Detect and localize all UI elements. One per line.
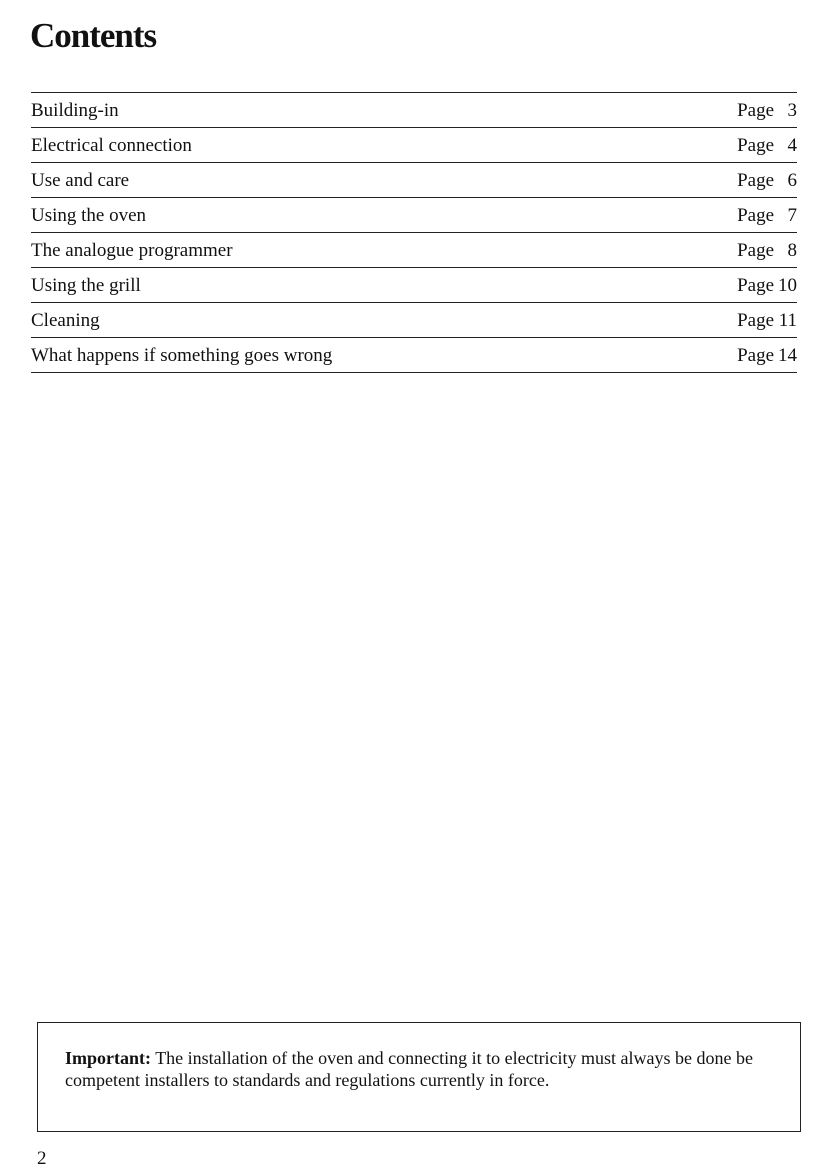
- toc-entry-troubleshooting: [31, 338, 797, 373]
- important-notice-text: The installation of the oven and connecting it to electricity must always be done be competent installers to standards and regulations currently in force.: [65, 1048, 754, 1090]
- toc-page-word: Page: [737, 345, 774, 366]
- table-of-contents: [31, 92, 797, 373]
- important-notice: [65, 1047, 775, 1091]
- toc-page-number: 6: [787, 170, 797, 191]
- toc-page-number: 4: [787, 135, 797, 156]
- toc-page-word: Page: [737, 100, 774, 121]
- toc-entry-building-in: [31, 93, 797, 128]
- toc-page-word: Page: [737, 170, 774, 191]
- page-number: 2: [37, 1148, 47, 1169]
- toc-entry-page: [737, 304, 797, 337]
- toc-page-number: 14: [778, 345, 797, 366]
- toc-entry-label: Using the oven: [31, 205, 147, 226]
- toc-entry-analogue-programmer: [31, 233, 797, 268]
- toc-page-number: 7: [787, 205, 797, 226]
- toc-page-word: Page: [737, 310, 774, 331]
- toc-entry-using-the-oven: [31, 198, 797, 233]
- toc-entry-page: [737, 164, 797, 197]
- toc-page-word: Page: [737, 135, 774, 156]
- toc-page-word: Page: [737, 275, 774, 296]
- toc-entry-page: [737, 269, 797, 302]
- toc-entry-label: The analogue programmer: [31, 240, 233, 261]
- important-label: Important:: [65, 1048, 151, 1068]
- toc-page-number: 11: [778, 310, 797, 331]
- toc-entry-label: What happens if something goes wrong: [31, 345, 333, 366]
- toc-entry-use-and-care: [31, 163, 797, 198]
- important-notice-box: [37, 1022, 801, 1132]
- toc-entry-label: Using the grill: [31, 275, 141, 296]
- toc-entry-page: [737, 129, 797, 162]
- toc-entry-page: [737, 94, 797, 127]
- page-title: Contents: [30, 16, 157, 55]
- toc-entry-electrical-connection: [31, 128, 797, 163]
- toc-page-word: Page: [737, 240, 774, 261]
- toc-page-number: 8: [787, 240, 797, 261]
- toc-entry-page: [737, 199, 797, 232]
- toc-entry-label: Cleaning: [31, 310, 100, 331]
- toc-entry-page: [737, 234, 797, 267]
- toc-entry-using-the-grill: [31, 268, 797, 303]
- toc-page-number: 3: [787, 100, 797, 121]
- toc-entry-label: Building-in: [31, 100, 119, 121]
- toc-entry-label: Use and care: [31, 170, 130, 191]
- toc-entry-page: [737, 339, 797, 372]
- toc-page-word: Page: [737, 205, 774, 226]
- toc-page-number: 10: [778, 275, 797, 296]
- toc-entry-label: Electrical connection: [31, 135, 192, 156]
- toc-entry-cleaning: [31, 303, 797, 338]
